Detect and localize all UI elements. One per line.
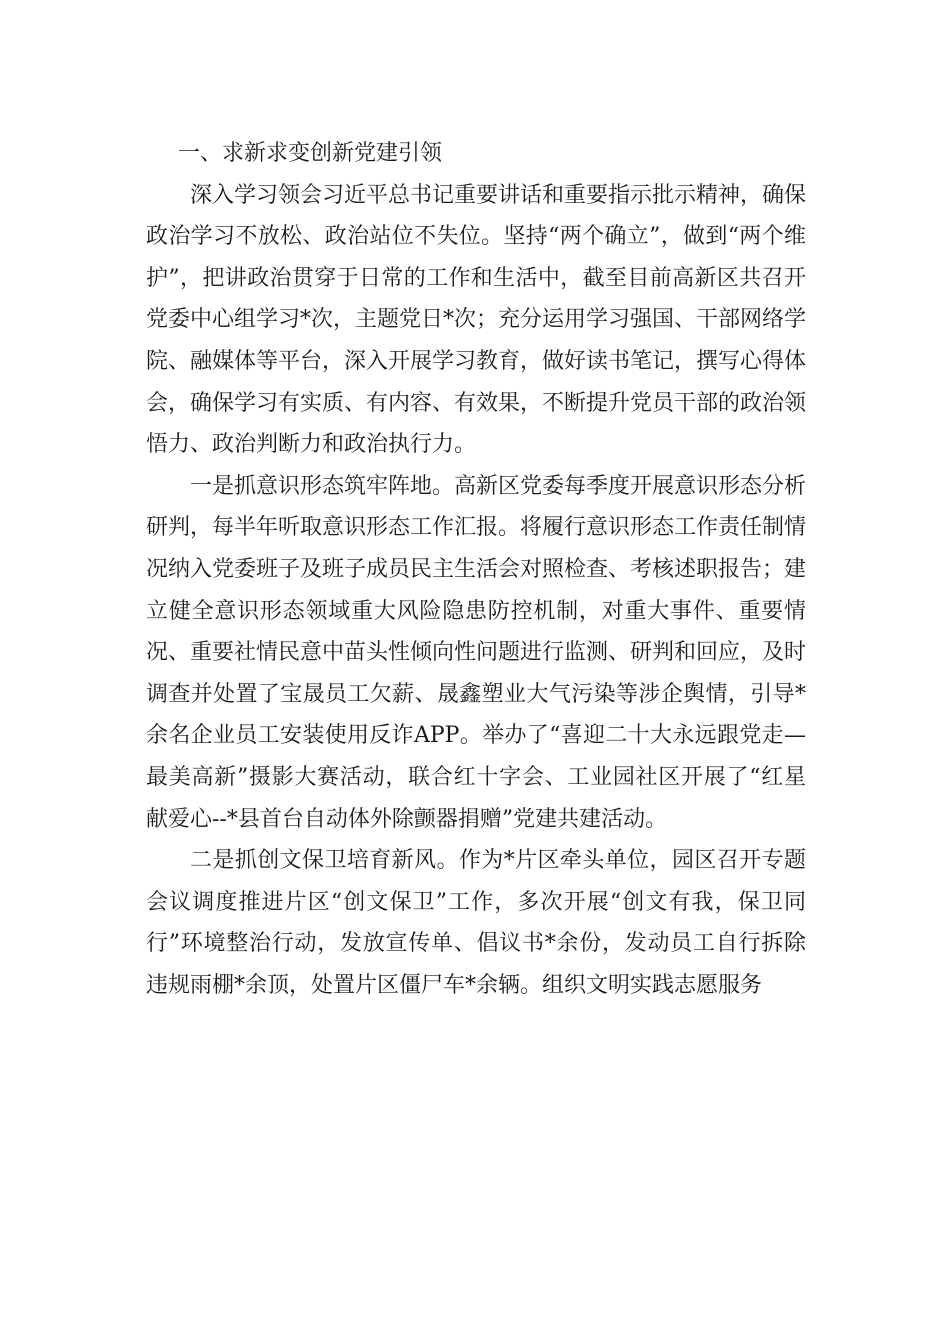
paragraph-civilization: 二是抓创文保卫培育新风。作为*片区牵头单位，园区召开专题会议调度推进片区“创文保卫”工作，多次开展“创文有我，保卫同行”环境整治行动，发放宣传单、倡议书*余份，发动员工自行拆除违规雨棚*余顶，处置片区僵尸车*余辆。组织文明实践志愿服务 bbox=[146, 848, 806, 998]
paragraph-political-study: 深入学习领会习近平总书记重要讲话和重要指示批示精神，确保政治学习不放松、政治站位不失位。坚持“两个确立”，做到“两个维护”，把讲政治贯穿于日常的工作和生活中，截至目前高新区共召开党委中心组学习*次，主题党日*次；充分运用学习强国、干部网络学院、融媒体等平台，深入开展学习教育，做好读书笔记，撰写心得体会，确保学习有实质、有内容、有效果，不断提升党员干部的政治领悟力、政治判断力和政治执行力。 bbox=[146, 182, 807, 458]
document-body bbox=[146, 133, 806, 1006]
section-heading: 一、求新求变创新党建引领 bbox=[178, 141, 443, 166]
paragraph-ideology: 一是抓意识形态筑牢阵地。高新区党委每季度开展意识形态分析研判，每半年听取意识形态工作汇报。将履行意识形态工作责任制情况纳入党委班子及班子成员民主生活会对照检查、考核述职报告；建立健全意识形态领域重大风险隐患防控机制，对重大事件、重要情况、重要社情民意中苗头性倾向性问题进行监测、研判和回应，及时调查并处置了宝晟员工欠薪、晟鑫塑业大气污染等涉企舆情，引导*余名企业员工安装使用反诈APP。举办了“喜迎二十大永远跟党走—最美高新”摄影大赛活动，联合红十字会、工业园社区开展了“红星献爱心--*县首台自动体外除颤器捐赠”党建共建活动。 bbox=[146, 473, 807, 832]
